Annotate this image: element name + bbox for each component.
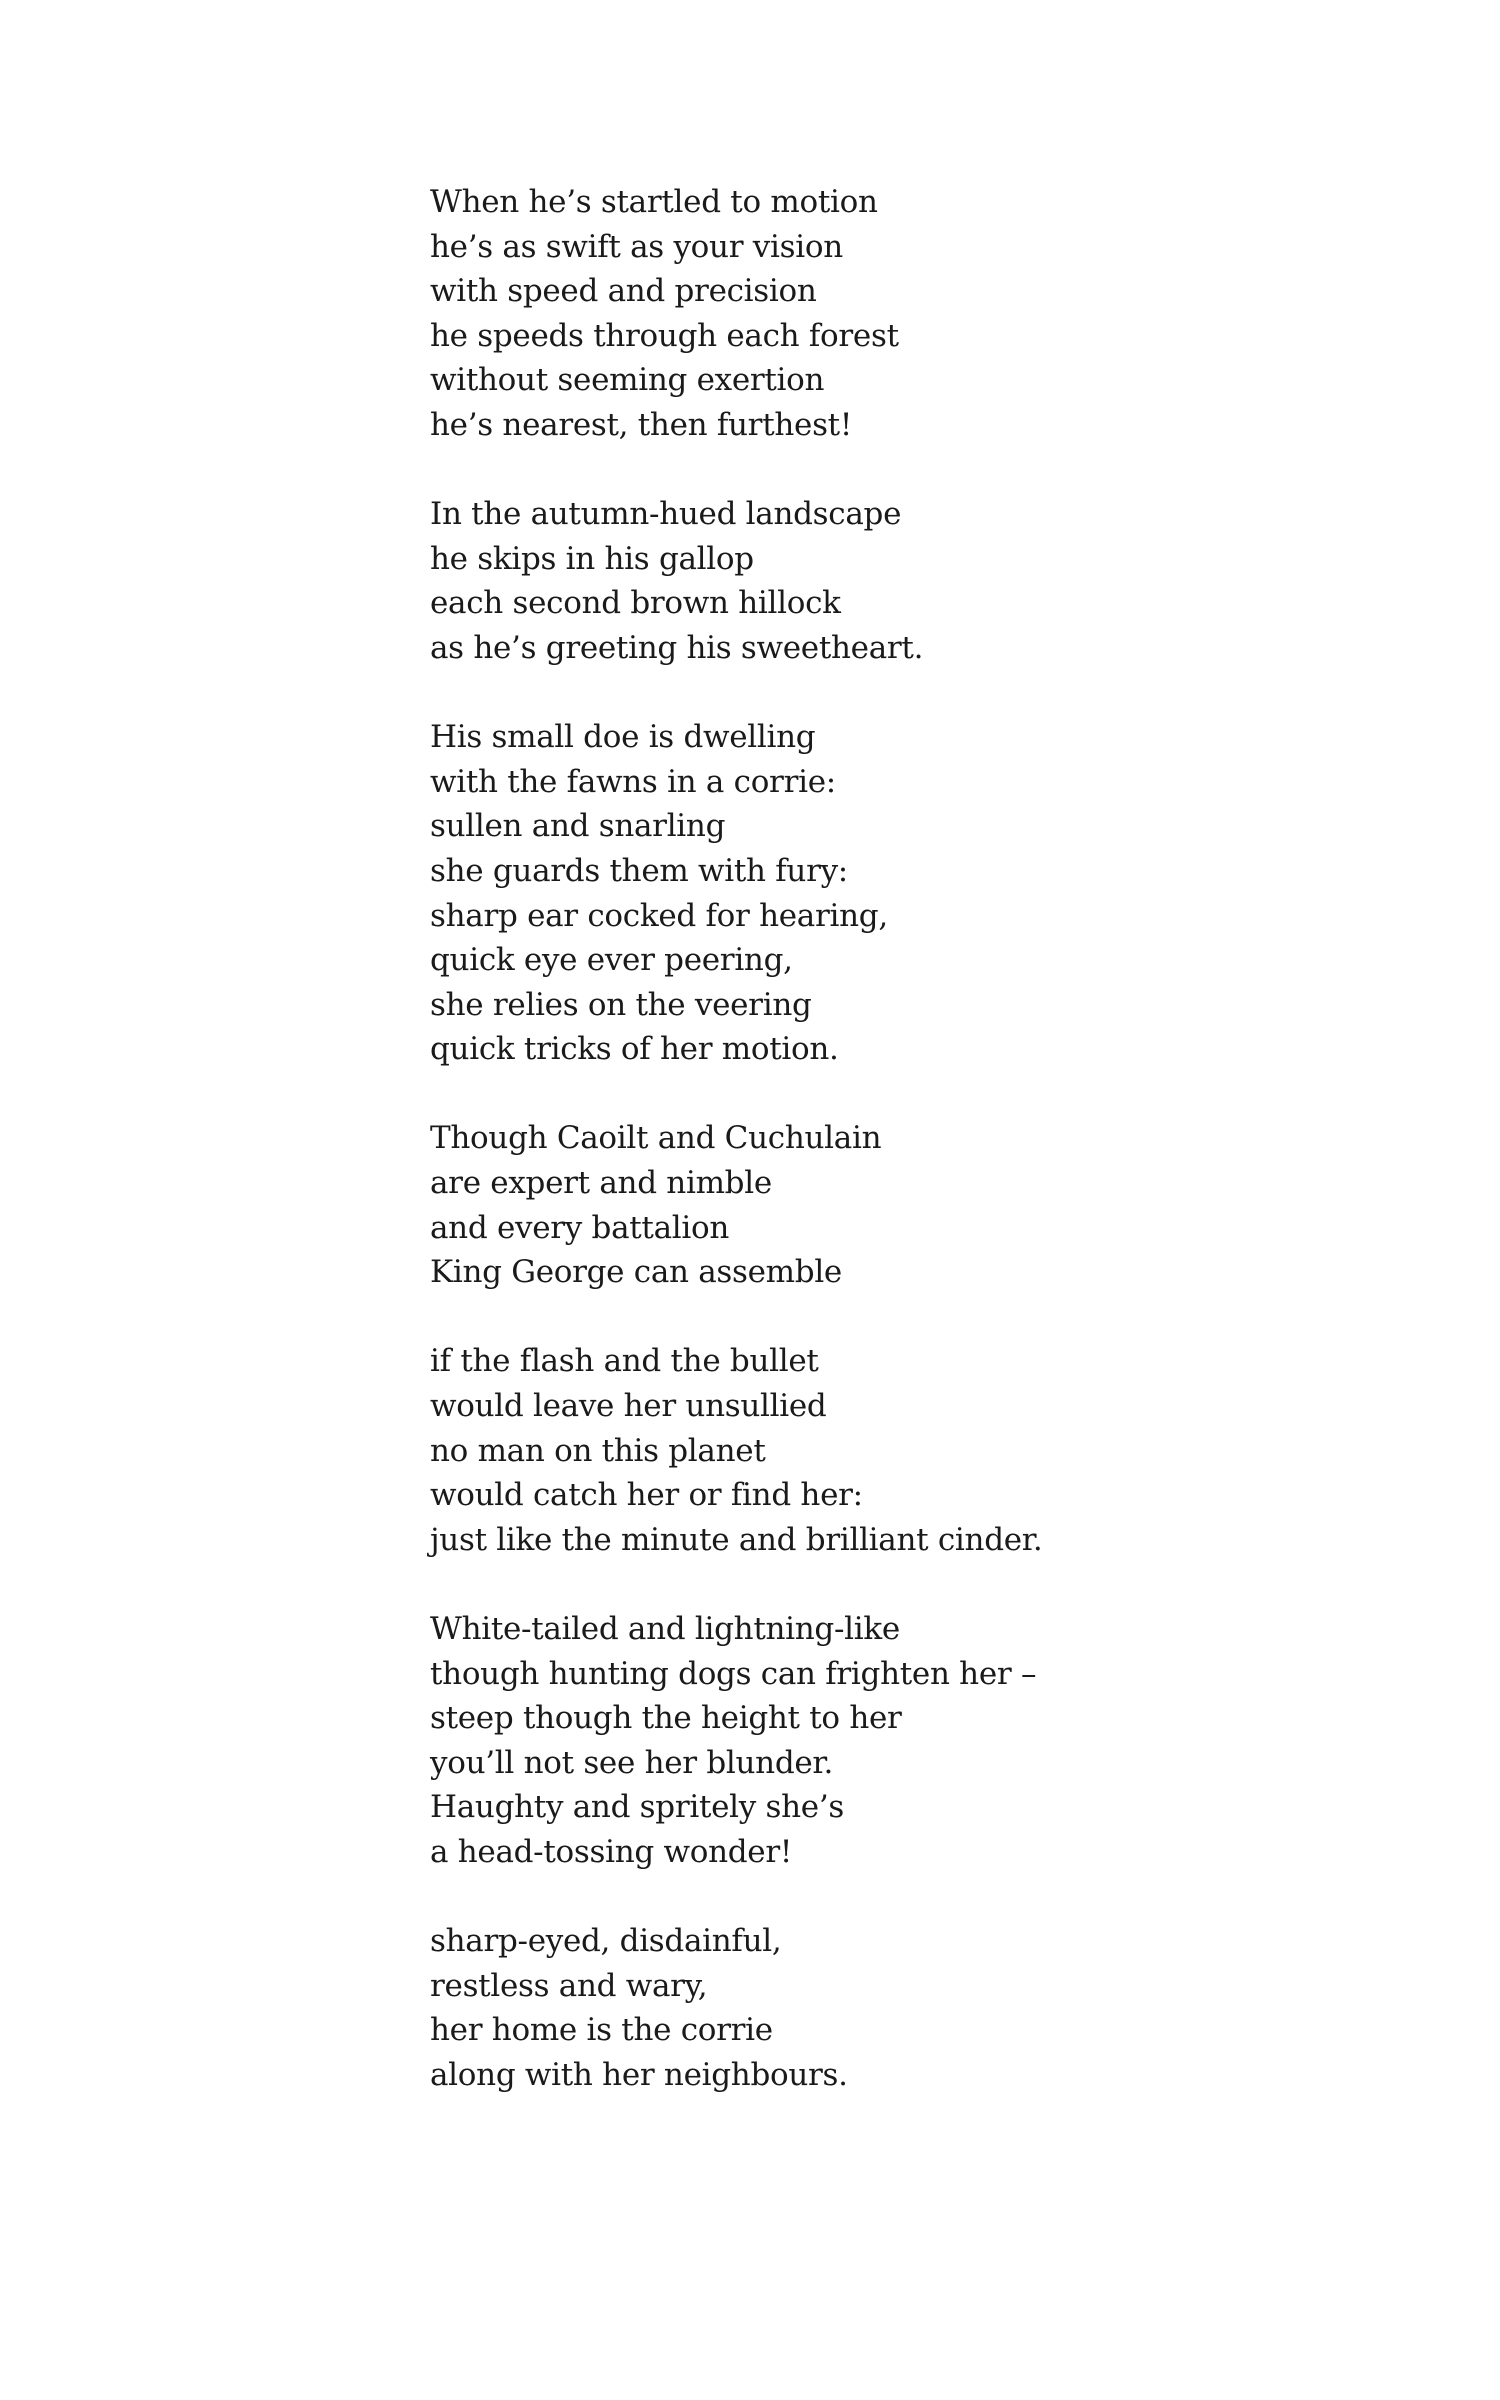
- poem-line: you’ll not see her blunder.: [430, 1744, 834, 1781]
- poem-line: steep though the height to her: [430, 1700, 902, 1737]
- poem-line: a head-tossing wonder!: [430, 1833, 792, 1870]
- poem-line: if the flash and the bullet: [430, 1343, 819, 1380]
- poem-line: sullen and snarling: [430, 808, 726, 845]
- stanza-7: [430, 1919, 1430, 2097]
- poem-line: King George can assemble: [430, 1254, 842, 1291]
- poem-line: no man on this planet: [430, 1432, 766, 1469]
- poem-line: she relies on the veering: [430, 986, 812, 1023]
- poem-line: restless and wary,: [430, 1967, 708, 2004]
- poem-line: she guards them with fury:: [430, 852, 848, 889]
- poem-line: In the autumn-hued landscape: [430, 496, 902, 533]
- stanza-4: [430, 1116, 1430, 1294]
- poem-line: without seeming exertion: [430, 362, 825, 399]
- poem-line: White-tailed and lightning-like: [430, 1611, 900, 1647]
- poem-line: with speed and precision: [430, 273, 817, 310]
- poem-line: quick tricks of her motion.: [430, 1031, 839, 1068]
- poem-line: he skips in his gallop: [430, 540, 754, 577]
- poem-line: with the fawns in a corrie:: [430, 763, 836, 800]
- poem-line: When he’s startled to motion: [430, 184, 878, 220]
- poem-line: sharp-eyed, disdainful,: [430, 1923, 782, 1960]
- poem-line: are expert and nimble: [430, 1165, 772, 1202]
- poem-line: as he’s greeting his sweetheart.: [430, 629, 924, 666]
- poem-line: quick eye ever peering,: [430, 942, 793, 979]
- poem-line: her home is the corrie: [430, 2012, 773, 2049]
- poem-line: each second brown hillock: [430, 585, 841, 622]
- poem-line: and every battalion: [430, 1209, 730, 1246]
- poem-line: he’s as swift as your vision: [430, 228, 843, 265]
- poem-line: along with her neighbours.: [430, 2056, 848, 2093]
- poem-line: though hunting dogs can frighten her –: [430, 1655, 1037, 1692]
- poem-line: His small doe is dwelling: [430, 719, 816, 756]
- poem-line: just like the minute and brilliant cinder.: [430, 1521, 1043, 1558]
- poem-line: sharp ear cocked for hearing,: [430, 897, 888, 934]
- stanza-6: [430, 1607, 1430, 1875]
- poem-line: he speeds through each forest: [430, 317, 899, 354]
- stanza-2: [430, 492, 1430, 670]
- poem-line: Haughty and spritely she’s: [430, 1789, 845, 1826]
- poem: [430, 180, 1430, 2142]
- poem-line: Though Caoilt and Cuchulain: [430, 1120, 882, 1157]
- stanza-1: [430, 180, 1430, 448]
- poem-line: he’s nearest, then furthest!: [430, 406, 852, 443]
- poem-line: would catch her or find her:: [430, 1477, 863, 1514]
- stanza-5: [430, 1339, 1430, 1562]
- stanza-3: [430, 715, 1430, 1072]
- poem-line: would leave her unsullied: [430, 1388, 827, 1425]
